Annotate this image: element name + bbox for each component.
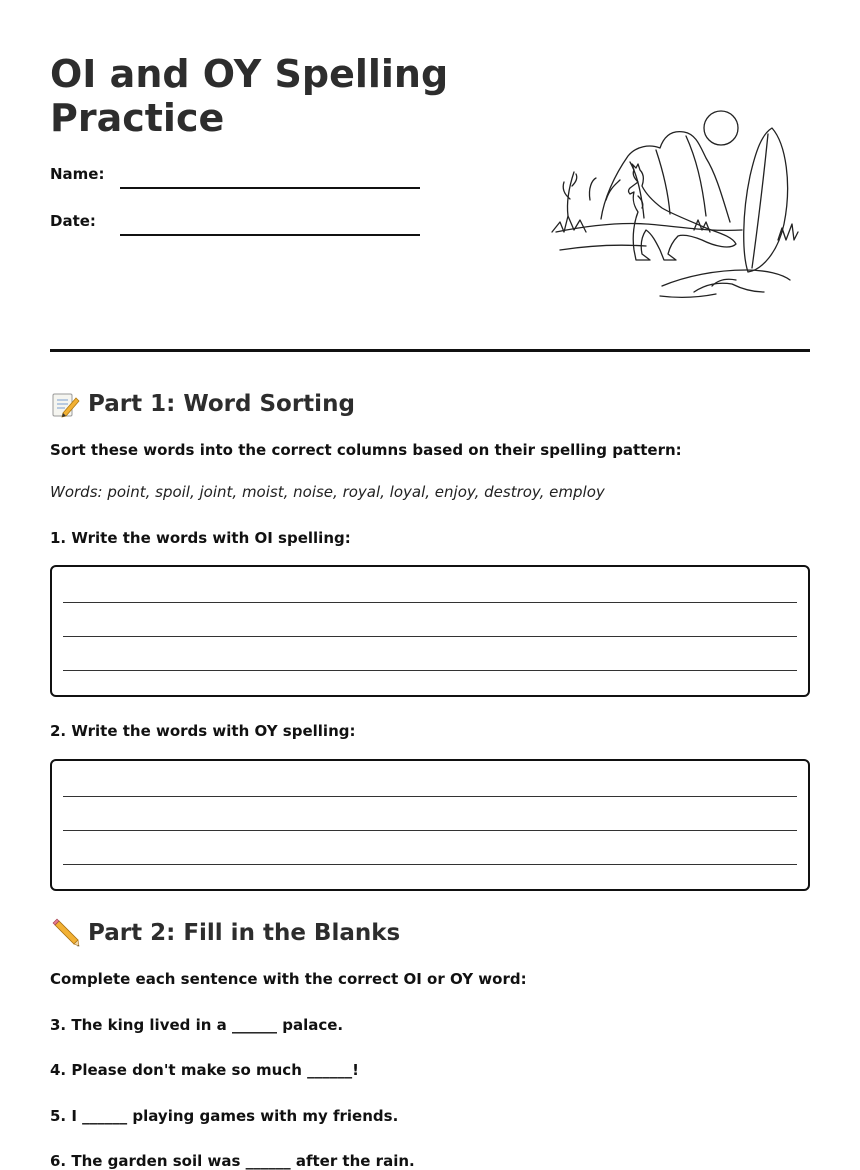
sun-icon bbox=[704, 111, 738, 145]
part2-title: Part 2: Fill in the Blanks bbox=[88, 920, 401, 946]
question-5: 5. I ______ playing games with my friends. bbox=[50, 1107, 399, 1125]
answer-box-oi[interactable] bbox=[50, 565, 810, 697]
writing-line bbox=[63, 670, 797, 671]
writing-line bbox=[63, 830, 797, 831]
question-4: 4. Please don't make so much ______! bbox=[50, 1061, 359, 1079]
answer-box-oy[interactable] bbox=[50, 759, 810, 891]
pencil-icon bbox=[50, 918, 80, 948]
surfboard-shape bbox=[744, 128, 788, 272]
memo-pencil-icon bbox=[50, 389, 80, 419]
question-1: 1. Write the words with OI spelling: bbox=[50, 529, 351, 547]
page-title: OI and OY Spelling Practice bbox=[50, 52, 449, 140]
kangaroo-surfboard-illustration bbox=[546, 104, 802, 302]
date-label: Date: bbox=[50, 212, 96, 230]
word-list: Words: point, spoil, joint, moist, noise, royal, loyal, enjoy, destroy, employ bbox=[50, 483, 605, 501]
name-field[interactable] bbox=[120, 187, 420, 189]
question-3: 3. The king lived in a ______ palace. bbox=[50, 1016, 344, 1034]
header-divider bbox=[50, 349, 810, 352]
part2-instruction: Complete each sentence with the correct OI or OY word: bbox=[50, 970, 527, 988]
part1-heading bbox=[50, 389, 355, 419]
part1-title: Part 1: Word Sorting bbox=[88, 391, 355, 417]
part1-instruction: Sort these words into the correct columns based on their spelling pattern: bbox=[50, 441, 682, 459]
part2-heading bbox=[50, 918, 400, 948]
question-6: 6. The garden soil was ______ after the rain. bbox=[50, 1152, 415, 1170]
writing-line bbox=[63, 864, 797, 865]
writing-line bbox=[63, 602, 797, 603]
name-label: Name: bbox=[50, 165, 105, 183]
question-2: 2. Write the words with OY spelling: bbox=[50, 722, 356, 740]
writing-line bbox=[63, 796, 797, 797]
date-field[interactable] bbox=[120, 234, 420, 236]
writing-line bbox=[63, 636, 797, 637]
